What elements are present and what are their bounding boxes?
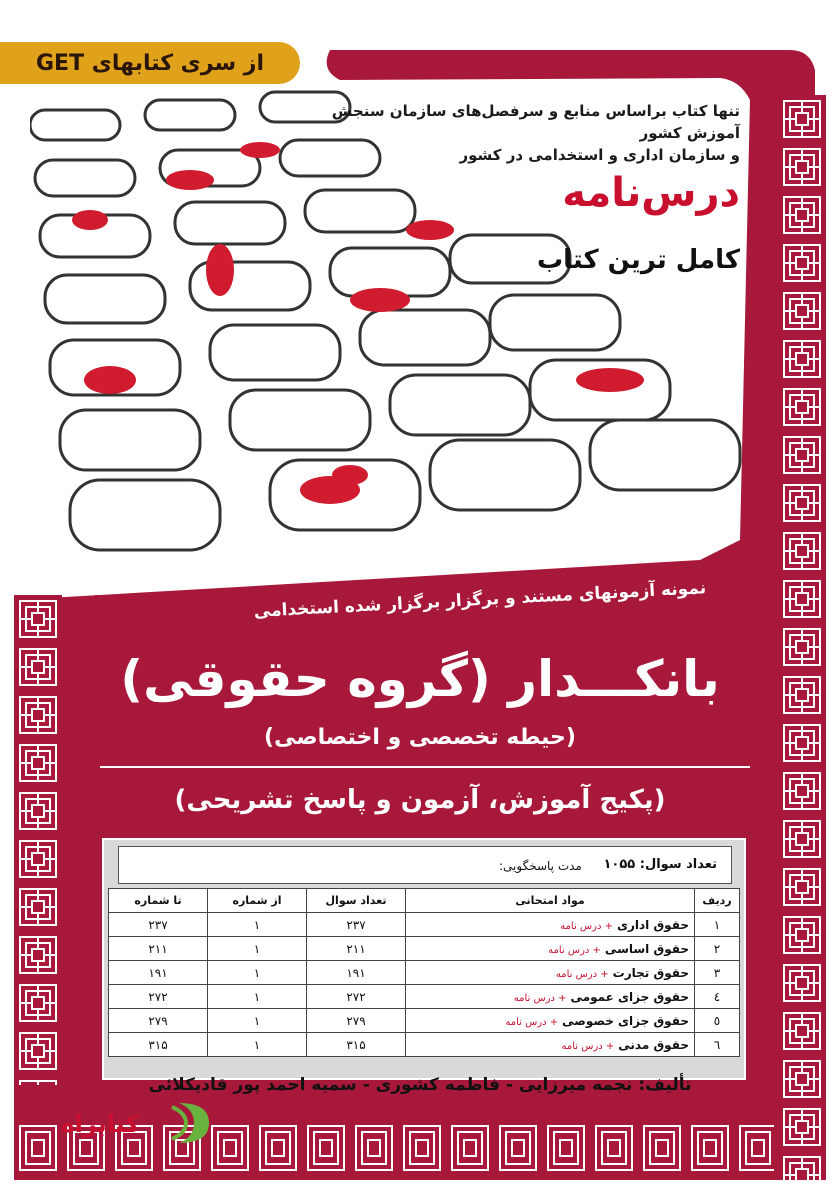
header-to: تا شماره — [109, 889, 208, 913]
from-cell: ۱ — [208, 985, 307, 1009]
subject-name: حقوق جزای عمومی — [570, 989, 689, 1004]
count-cell: ۱۹۱ — [307, 961, 406, 985]
to-cell: ۲۳۷ — [109, 913, 208, 937]
exam-info — [118, 846, 732, 884]
table-row — [109, 937, 740, 961]
row-number: ٦ — [695, 1033, 740, 1057]
header-from: از شماره — [208, 889, 307, 913]
count-cell: ۳۱۵ — [307, 1033, 406, 1057]
subject-name: حقوق مدنی — [618, 1037, 689, 1052]
table-row — [109, 985, 740, 1009]
count-cell: ۲۷۲ — [307, 985, 406, 1009]
subject-name: حقوق تجارت — [612, 965, 689, 980]
header-count: تعداد سوال — [307, 889, 406, 913]
table-row — [109, 961, 740, 985]
row-number: ۱ — [695, 913, 740, 937]
row-number: ۲ — [695, 937, 740, 961]
authors: تألیف: نجمه میرزایی - فاطمه کشوری - سمیه احمد پور قادیکلائی — [148, 1075, 692, 1095]
duration-label: مدت پاسخگویی: — [499, 859, 582, 873]
subject-tag: + درس نامه — [513, 992, 567, 1004]
tagline — [320, 100, 740, 166]
brand-subtitle: کامل ترین کتاب — [536, 245, 740, 275]
from-cell: ۱ — [208, 961, 307, 985]
subject-tag: + درس نامه — [555, 968, 609, 980]
exam-table — [108, 888, 740, 1057]
subject-name: حقوق جزای خصوصی — [562, 1013, 689, 1028]
to-cell: ۲۷۹ — [109, 1009, 208, 1033]
subject-name: حقوق اداری — [616, 917, 689, 932]
from-cell: ۱ — [208, 1033, 307, 1057]
row-number: ٥ — [695, 1009, 740, 1033]
row-number: ۳ — [695, 961, 740, 985]
decorative-border-right — [778, 95, 826, 1180]
count-cell: ۲۳۷ — [307, 913, 406, 937]
to-cell: ۱۹۱ — [109, 961, 208, 985]
exam-table-box — [102, 838, 746, 1080]
to-cell: ۳۱۵ — [109, 1033, 208, 1057]
subject-tag: + درس نامه — [561, 1040, 615, 1052]
to-cell: ۲۱۱ — [109, 937, 208, 961]
sub-title: (حیطه تخصصی و اختصاصی) — [264, 725, 576, 750]
subject-cell — [406, 985, 695, 1009]
tagline-line-2: و سازمان اداری و استخدامی در کشور — [459, 146, 740, 164]
subject-cell — [406, 913, 695, 937]
to-cell: ۲۷۲ — [109, 985, 208, 1009]
package-title: (پکیج آموزش، آزمون و پاسخ تشریحی) — [174, 785, 666, 815]
header-row-number: ردیف — [695, 889, 740, 913]
subject-tag: + درس نامه — [505, 1016, 559, 1028]
table-row — [109, 1009, 740, 1033]
main-title: بانکـــدار (گروه حقوقی) — [120, 650, 720, 708]
brand-title: درس‌نامه — [562, 170, 740, 216]
table-row — [109, 913, 740, 937]
subject-cell — [406, 1009, 695, 1033]
publisher-logo-text: کتابراه — [60, 1110, 140, 1138]
slanted-banner: نمونه آزمونهای مستند و برگزار برگزار شده استخدامی — [253, 578, 707, 622]
tagline-line-1: تنها کتاب براساس منابع و سرفصل‌های سازمان سنجش آموزش کشور — [331, 102, 740, 142]
divider — [100, 766, 750, 768]
from-cell: ۱ — [208, 1009, 307, 1033]
question-count: تعداد سوال: ۱۰۵۵ — [603, 857, 717, 872]
from-cell: ۱ — [208, 937, 307, 961]
series-badge: از سری کتابهای GET — [0, 42, 300, 84]
subject-tag: + درس نامه — [548, 944, 601, 956]
count-cell: ۲۱۱ — [307, 937, 406, 961]
subject-cell — [406, 961, 695, 985]
decorative-border-left — [14, 595, 62, 1085]
row-number: ٤ — [695, 985, 740, 1009]
subject-tag: + درس نامه — [560, 920, 613, 932]
subject-cell — [406, 937, 695, 961]
subject-cell — [406, 1033, 695, 1057]
table-header-row — [109, 889, 740, 913]
from-cell: ۱ — [208, 913, 307, 937]
table-row — [109, 1033, 740, 1057]
header-subject: مواد امتحانی — [406, 889, 695, 913]
subject-name: حقوق اساسی — [604, 941, 689, 956]
count-cell: ۲۷۹ — [307, 1009, 406, 1033]
